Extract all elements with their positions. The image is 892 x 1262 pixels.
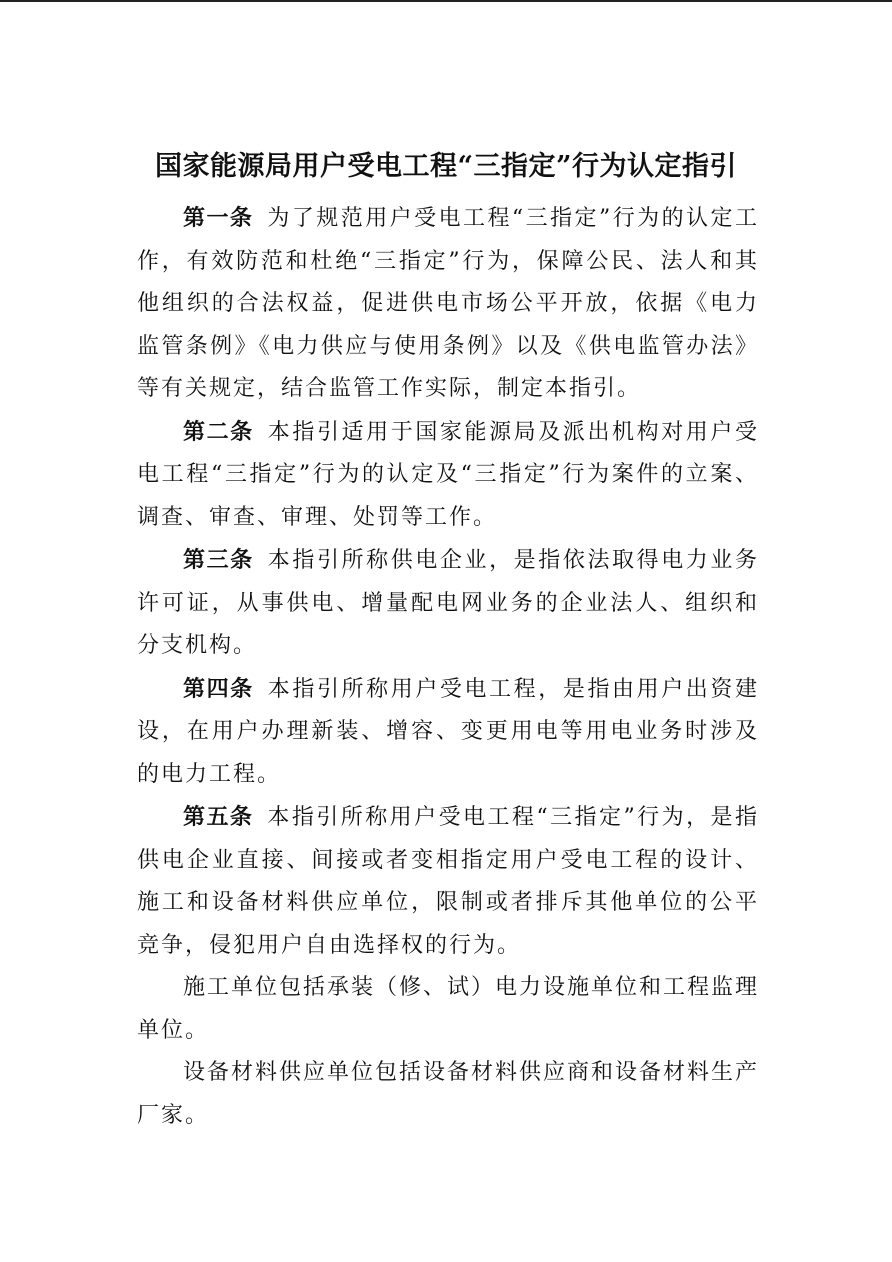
article-5-text: 本指引所称用户受电工程“三指定”行为，是指供电企业直接、间接或者变相指定用户受电工程的设计、施工和设备材料供应单位，限制或者排斥其他单位的公平竞争，侵犯用户自由选择权的行为。 bbox=[137, 805, 759, 958]
construction-unit-text: 施工单位包括承装（修、试）电力设施单位和工程监理单位。 bbox=[137, 975, 760, 1043]
article-1-paragraph bbox=[137, 197, 759, 411]
top-border-line bbox=[0, 0, 892, 2]
article-4-paragraph bbox=[137, 668, 759, 797]
article-1-number: 第一条 bbox=[183, 205, 254, 231]
article-2-paragraph bbox=[137, 411, 759, 540]
document-title: 国家能源局用户受电工程“三指定”行为认定指引 bbox=[154, 151, 738, 183]
article-4-number: 第四条 bbox=[183, 675, 254, 702]
article-5-paragraph bbox=[137, 796, 759, 967]
article-1-text: 为了规范用户受电工程“三指定”行为的认定工作，有效防范和杜绝“三指定”行为，保障公民、法人和其他组织的合法权益，促进供电市场公平开放，依据《电力监管条例》《电力供应与使用条例》以及《供电监管办法》等有关规定，结合监管工作实际，制定本指引。 bbox=[137, 206, 759, 401]
article-2-number: 第二条 bbox=[183, 418, 254, 445]
supplier-unit-text: 设备材料供应单位包括设备材料供应商和设备材料生产厂家。 bbox=[137, 1060, 760, 1128]
article-4-text: 本指引所称用户受电工程，是指由用户出资建设，在用户办理新装、增容、变更用电等用电业务时涉及的电力工程。 bbox=[137, 676, 759, 787]
article-3-text: 本指引所称供电企业，是指依法取得电力业务许可证，从事供电、增量配电网业务的企业法人、组织和分支机构。 bbox=[137, 548, 759, 658]
supplier-unit-paragraph bbox=[137, 1052, 759, 1137]
document-body bbox=[137, 197, 759, 1137]
article-5-number: 第五条 bbox=[183, 804, 254, 830]
article-2-text: 本指引适用于国家能源局及派出机构对用户受电工程“三指定”行为的认定及“三指定”行为案件的立案、调查、审查、审理、处罚等工作。 bbox=[137, 419, 759, 530]
article-3-paragraph bbox=[137, 539, 759, 668]
article-3-number: 第三条 bbox=[183, 547, 254, 573]
construction-unit-paragraph bbox=[137, 967, 759, 1052]
